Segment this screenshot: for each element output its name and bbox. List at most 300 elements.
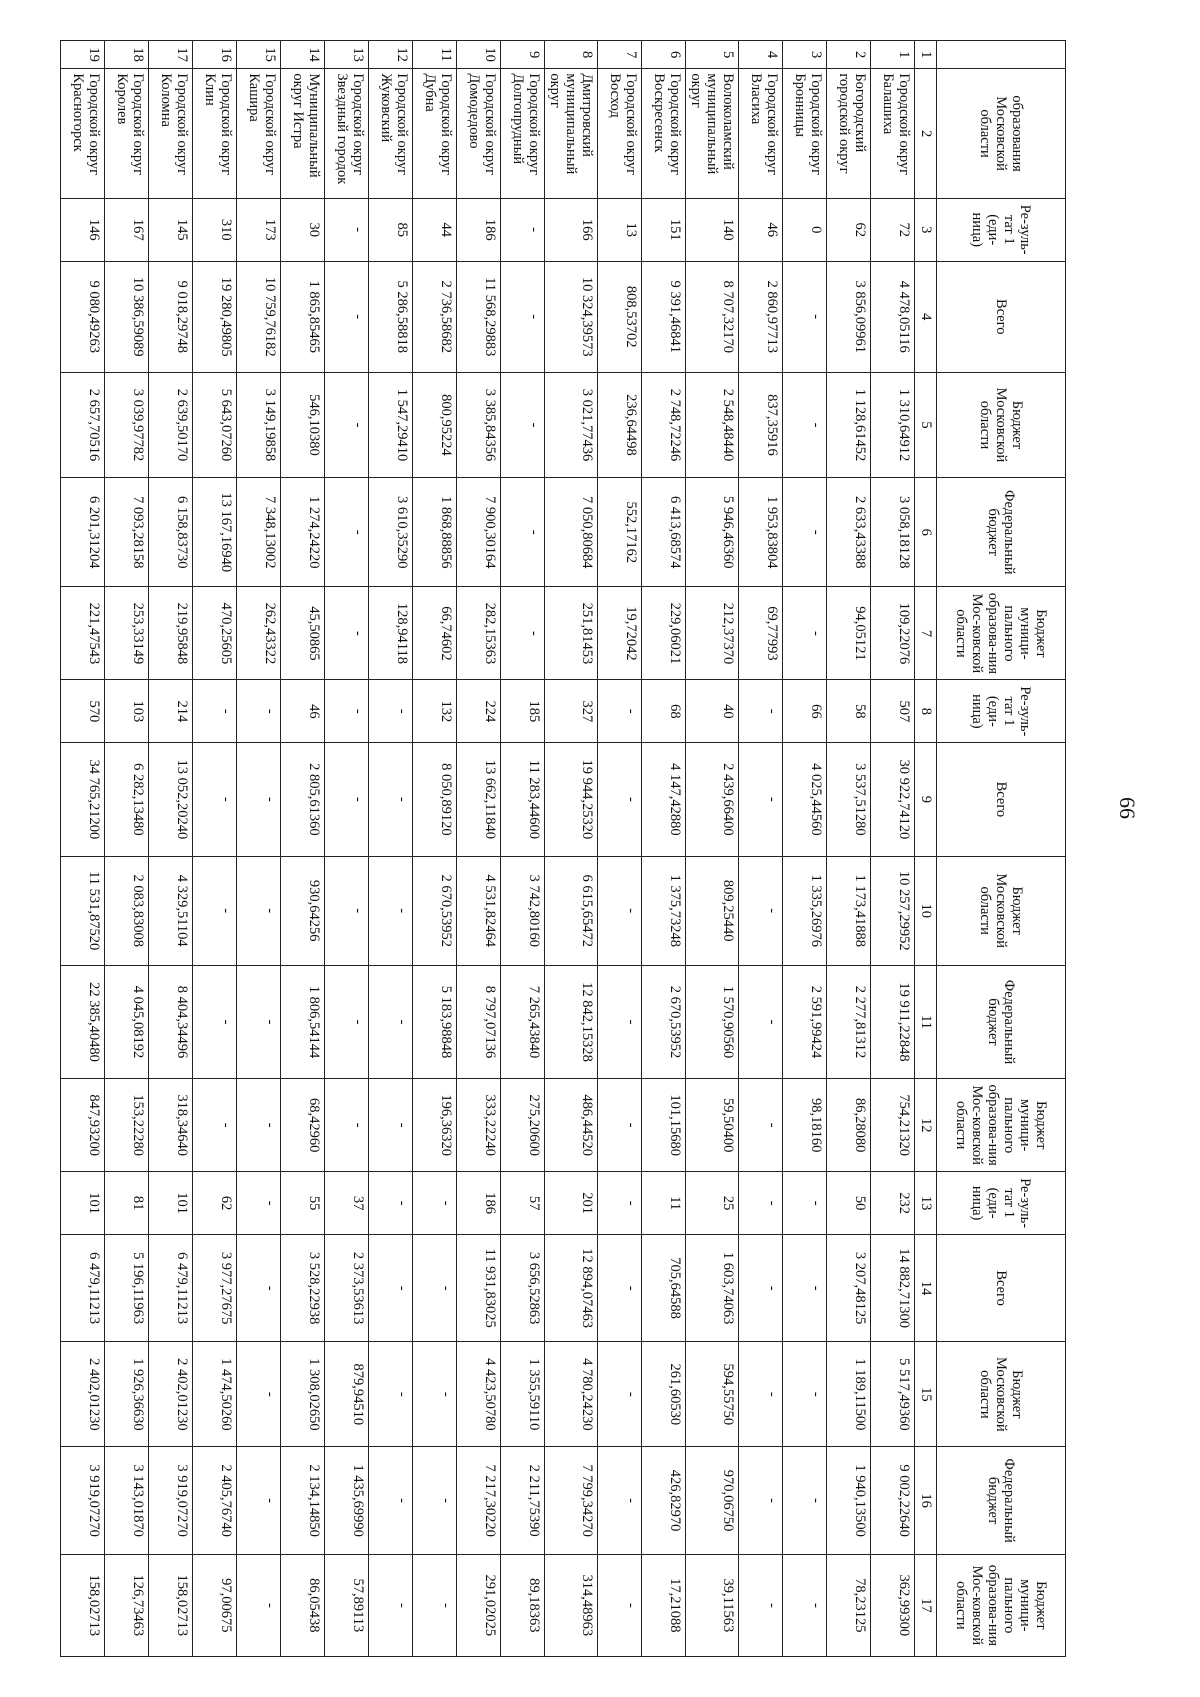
value-cell: 1 603,74063 xyxy=(686,1234,739,1341)
value-cell: 153,22280 xyxy=(105,1079,149,1172)
value-cell: 166 xyxy=(545,198,598,261)
column-number: 11 xyxy=(915,965,937,1078)
row-number-cell: 6 xyxy=(642,41,686,69)
value-cell: 3 977,27675 xyxy=(193,1234,237,1341)
column-header: Бюджет Московской области xyxy=(937,1342,1066,1447)
municipality-name-cell: Городской округ Воскресенск xyxy=(642,69,686,199)
value-cell: - xyxy=(237,743,281,856)
value-cell: - xyxy=(369,965,413,1078)
value-cell: 146 xyxy=(61,198,105,261)
row-number-cell: 16 xyxy=(193,41,237,69)
value-cell: 86,05438 xyxy=(281,1554,325,1656)
value-cell: 808,53702 xyxy=(598,261,642,372)
value-cell: 10 257,29952 xyxy=(871,856,915,965)
value-cell: 158,02713 xyxy=(61,1554,105,1656)
column-number: 2 xyxy=(915,69,937,199)
value-cell: 3 656,52863 xyxy=(501,1234,545,1341)
value-cell: 5 517,49360 xyxy=(871,1342,915,1447)
value-cell: 2 134,14850 xyxy=(281,1447,325,1554)
value-cell: 85 xyxy=(369,198,413,261)
value-cell: - xyxy=(598,743,642,856)
value-cell: - xyxy=(783,1234,827,1341)
value-cell: - xyxy=(237,1234,281,1341)
municipality-name-cell: Городской округ Восход xyxy=(598,69,642,199)
value-cell: 314,48963 xyxy=(545,1554,598,1656)
value-cell: - xyxy=(237,680,281,743)
value-cell: 221,47543 xyxy=(61,587,105,680)
value-cell: 214 xyxy=(149,680,193,743)
value-cell: 1 189,11500 xyxy=(827,1342,871,1447)
value-cell: 3 528,22938 xyxy=(281,1234,325,1341)
municipality-name-cell: Городской округ Власиха xyxy=(739,69,783,199)
value-cell: 4 478,05116 xyxy=(871,261,915,372)
municipality-name-cell: Городской округ Королев xyxy=(105,69,149,199)
value-cell: 3 919,07270 xyxy=(149,1447,193,1554)
table-row xyxy=(325,41,369,1657)
value-cell: - xyxy=(193,856,237,965)
table-row xyxy=(369,41,413,1657)
value-cell: 2 402,01230 xyxy=(61,1342,105,1447)
value-cell: - xyxy=(193,680,237,743)
table-row xyxy=(105,41,149,1657)
municipality-name-cell: Дмитровский муниципальный округ xyxy=(545,69,598,199)
value-cell: - xyxy=(237,965,281,1078)
value-cell: 167 xyxy=(105,198,149,261)
value-cell: - xyxy=(325,587,369,680)
value-cell: - xyxy=(193,965,237,1078)
value-cell: 13 662,11840 xyxy=(457,743,501,856)
value-cell: - xyxy=(598,1234,642,1341)
value-cell: - xyxy=(369,1554,413,1656)
column-number: 13 xyxy=(915,1172,937,1235)
value-cell: 68,42960 xyxy=(281,1079,325,1172)
column-header: Федеральный бюджет xyxy=(937,965,1066,1078)
value-cell: 1 953,83804 xyxy=(739,478,783,587)
value-cell: 68 xyxy=(642,680,686,743)
value-cell: 2 083,83008 xyxy=(105,856,149,965)
value-cell: 318,34640 xyxy=(149,1079,193,1172)
column-number: 17 xyxy=(915,1554,937,1656)
value-cell: 236,64498 xyxy=(598,372,642,477)
table-row xyxy=(149,41,193,1657)
value-cell: - xyxy=(783,1554,827,1656)
column-number: 7 xyxy=(915,587,937,680)
value-cell: 46 xyxy=(739,198,783,261)
value-cell: - xyxy=(501,478,545,587)
column-header: Ре-зуль-тат 1 (еди-ница) xyxy=(937,1172,1066,1235)
value-cell: 4 531,82464 xyxy=(457,856,501,965)
row-number-cell: 2 xyxy=(827,41,871,69)
value-cell: 13 xyxy=(598,198,642,261)
value-cell: 6 158,83730 xyxy=(149,478,193,587)
column-header: Федеральный бюджет xyxy=(937,1447,1066,1554)
value-cell: 594,55750 xyxy=(686,1342,739,1447)
column-number: 15 xyxy=(915,1342,937,1447)
row-number-cell: 12 xyxy=(369,41,413,69)
value-cell: 186 xyxy=(457,1172,501,1235)
value-cell: 2 748,72246 xyxy=(642,372,686,477)
value-cell: 9 002,22640 xyxy=(871,1447,915,1554)
value-cell: - xyxy=(739,680,783,743)
value-cell: 11 931,83025 xyxy=(457,1234,501,1341)
table-header-row xyxy=(937,41,1066,1657)
value-cell: 14 882,71300 xyxy=(871,1234,915,1341)
value-cell: 17,21088 xyxy=(642,1554,686,1656)
value-cell: - xyxy=(369,1172,413,1235)
value-cell: 196,36320 xyxy=(413,1079,457,1172)
row-number-cell: 15 xyxy=(237,41,281,69)
municipality-name-cell: Городской округ Жуковский xyxy=(369,69,413,199)
value-cell: 7 093,28158 xyxy=(105,478,149,587)
page-number: 66 xyxy=(1115,797,1140,819)
value-cell: - xyxy=(598,965,642,1078)
value-cell: - xyxy=(783,478,827,587)
value-cell: 2 657,70516 xyxy=(61,372,105,477)
value-cell: 3 058,18128 xyxy=(871,478,915,587)
table-row xyxy=(237,41,281,1657)
column-header: Бюджет Московской области xyxy=(937,372,1066,477)
value-cell: 58 xyxy=(827,680,871,743)
column-number: 4 xyxy=(915,261,937,372)
value-cell: 4 025,44560 xyxy=(783,743,827,856)
value-cell: 19,72042 xyxy=(598,587,642,680)
value-cell: 66,74602 xyxy=(413,587,457,680)
value-cell: 552,17162 xyxy=(598,478,642,587)
column-number: 8 xyxy=(915,680,937,743)
value-cell: 151 xyxy=(642,198,686,261)
value-cell: 1 335,26976 xyxy=(783,856,827,965)
column-number: 14 xyxy=(915,1234,937,1341)
table-row xyxy=(413,41,457,1657)
column-number-row xyxy=(915,41,937,1657)
value-cell: - xyxy=(598,1447,642,1554)
value-cell: - xyxy=(369,856,413,965)
value-cell: - xyxy=(501,261,545,372)
value-cell: 6 479,11213 xyxy=(149,1234,193,1341)
value-cell: 1 128,61452 xyxy=(827,372,871,477)
budget-table-sheet xyxy=(70,40,1066,1657)
column-header: Всего xyxy=(937,1234,1066,1341)
municipality-name-cell: Городской округ Балашиха xyxy=(871,69,915,199)
value-cell: 101 xyxy=(61,1172,105,1235)
row-number-cell: 17 xyxy=(149,41,193,69)
value-cell: 7 348,13002 xyxy=(237,478,281,587)
value-cell: 11 283,44600 xyxy=(501,743,545,856)
value-cell: 809,25440 xyxy=(686,856,739,965)
municipality-name-cell: Богородский городской округ xyxy=(827,69,871,199)
table-row xyxy=(783,41,827,1657)
value-cell: - xyxy=(369,743,413,856)
value-cell: - xyxy=(739,1079,783,1172)
value-cell: 5 286,58818 xyxy=(369,261,413,372)
value-cell: 3 021,77436 xyxy=(545,372,598,477)
value-cell: 3 207,48125 xyxy=(827,1234,871,1341)
value-cell: - xyxy=(325,198,369,261)
row-number-cell: 11 xyxy=(413,41,457,69)
value-cell: 46 xyxy=(281,680,325,743)
value-cell: 66 xyxy=(783,680,827,743)
value-cell: 2 439,66400 xyxy=(686,743,739,856)
value-cell: 3 039,97782 xyxy=(105,372,149,477)
value-cell: 282,15363 xyxy=(457,587,501,680)
value-cell: 1 310,64912 xyxy=(871,372,915,477)
value-cell: 2 633,43388 xyxy=(827,478,871,587)
value-cell: - xyxy=(739,1342,783,1447)
value-cell: 69,77993 xyxy=(739,587,783,680)
value-cell: 2 277,81312 xyxy=(827,965,871,1078)
value-cell: 212,37370 xyxy=(686,587,739,680)
value-cell: 201 xyxy=(545,1172,598,1235)
value-cell: - xyxy=(237,856,281,965)
value-cell: 55 xyxy=(281,1172,325,1235)
municipality-name-cell: Волоколамский муниципальный округ xyxy=(686,69,739,199)
row-number-cell: 14 xyxy=(281,41,325,69)
value-cell: 847,93200 xyxy=(61,1079,105,1172)
value-cell: 30 xyxy=(281,198,325,261)
value-cell: 11 568,29883 xyxy=(457,261,501,372)
value-cell: 3 149,19858 xyxy=(237,372,281,477)
value-cell: 30 922,74120 xyxy=(871,743,915,856)
value-cell: 362,99300 xyxy=(871,1554,915,1656)
value-cell: - xyxy=(501,198,545,261)
row-number-cell: 19 xyxy=(61,41,105,69)
value-cell: 1 570,90560 xyxy=(686,965,739,1078)
value-cell: 3 385,84356 xyxy=(457,372,501,477)
value-cell: 970,06750 xyxy=(686,1447,739,1554)
value-cell: 89,18363 xyxy=(501,1554,545,1656)
value-cell: 470,25605 xyxy=(193,587,237,680)
value-cell: - xyxy=(325,680,369,743)
value-cell: 25 xyxy=(686,1172,739,1235)
value-cell: 6 615,65472 xyxy=(545,856,598,965)
value-cell: 98,18160 xyxy=(783,1079,827,1172)
value-cell: 94,05121 xyxy=(827,587,871,680)
value-cell: - xyxy=(739,856,783,965)
value-cell: - xyxy=(369,1447,413,1554)
column-header: образования Московской области xyxy=(937,69,1066,199)
value-cell: 9 391,46841 xyxy=(642,261,686,372)
value-cell: 570 xyxy=(61,680,105,743)
value-cell: 837,35916 xyxy=(739,372,783,477)
value-cell: 109,22076 xyxy=(871,587,915,680)
value-cell: 2 736,58682 xyxy=(413,261,457,372)
column-header xyxy=(937,41,1066,69)
value-cell: 224 xyxy=(457,680,501,743)
value-cell: 7 799,34270 xyxy=(545,1447,598,1554)
value-cell: - xyxy=(739,965,783,1078)
row-number-cell: 1 xyxy=(871,41,915,69)
value-cell: - xyxy=(237,1079,281,1172)
column-header: Бюджет муници-пального образова-ния Мос-ковской области xyxy=(937,587,1066,680)
value-cell: 3 856,09961 xyxy=(827,261,871,372)
value-cell: 173 xyxy=(237,198,281,261)
column-number: 16 xyxy=(915,1447,937,1554)
value-cell: - xyxy=(237,1342,281,1447)
value-cell: 262,43322 xyxy=(237,587,281,680)
row-number-cell: 8 xyxy=(545,41,598,69)
value-cell: 1 355,59110 xyxy=(501,1342,545,1447)
value-cell: 2 860,97713 xyxy=(739,261,783,372)
value-cell: 3 537,51280 xyxy=(827,743,871,856)
value-cell: 2 670,53952 xyxy=(413,856,457,965)
value-cell: 37 xyxy=(325,1172,369,1235)
value-cell: 7 217,30220 xyxy=(457,1447,501,1554)
value-cell: 2 548,48440 xyxy=(686,372,739,477)
value-cell: - xyxy=(193,743,237,856)
value-cell: 145 xyxy=(149,198,193,261)
column-header: Всего xyxy=(937,743,1066,856)
value-cell: - xyxy=(598,1172,642,1235)
value-cell: 930,64256 xyxy=(281,856,325,965)
value-cell: 8 050,89120 xyxy=(413,743,457,856)
value-cell: 59,50400 xyxy=(686,1079,739,1172)
table-row xyxy=(739,41,783,1657)
value-cell: 253,33149 xyxy=(105,587,149,680)
value-cell: - xyxy=(325,965,369,1078)
value-cell: - xyxy=(783,1172,827,1235)
row-number-cell: 3 xyxy=(783,41,827,69)
value-cell: 81 xyxy=(105,1172,149,1235)
value-cell: 1 435,69990 xyxy=(325,1447,369,1554)
table-row xyxy=(61,41,105,1657)
value-cell: 1 868,88856 xyxy=(413,478,457,587)
value-cell: 101 xyxy=(149,1172,193,1235)
value-cell: 1 547,29410 xyxy=(369,372,413,477)
value-cell: 12 842,15328 xyxy=(545,965,598,1078)
value-cell: 62 xyxy=(827,198,871,261)
value-cell: 86,28080 xyxy=(827,1079,871,1172)
value-cell: 4 329,51104 xyxy=(149,856,193,965)
value-cell: 1 940,13500 xyxy=(827,1447,871,1554)
value-cell: 186 xyxy=(457,198,501,261)
municipality-name-cell: Городской округ Звездный городок xyxy=(325,69,369,199)
value-cell: - xyxy=(369,1234,413,1341)
value-cell: - xyxy=(783,1342,827,1447)
column-header: Бюджет муници-пального образова-ния Мос-ковской области xyxy=(937,1554,1066,1656)
value-cell: 158,02713 xyxy=(149,1554,193,1656)
municipality-name-cell: Городской округ Красногорск xyxy=(61,69,105,199)
municipality-name-cell: Муниципальный округ Истра xyxy=(281,69,325,199)
value-cell: 2 373,53613 xyxy=(325,1234,369,1341)
value-cell: - xyxy=(501,587,545,680)
value-cell: 5 946,46360 xyxy=(686,478,739,587)
value-cell: 2 805,61360 xyxy=(281,743,325,856)
value-cell: 8 404,34496 xyxy=(149,965,193,1078)
value-cell: - xyxy=(237,1447,281,1554)
table-row xyxy=(457,41,501,1657)
value-cell: 1 865,85465 xyxy=(281,261,325,372)
value-cell: 19 911,22848 xyxy=(871,965,915,1078)
value-cell: 103 xyxy=(105,680,149,743)
table-row xyxy=(598,41,642,1657)
value-cell: 486,44520 xyxy=(545,1079,598,1172)
value-cell: 879,94510 xyxy=(325,1342,369,1447)
value-cell: 426,82970 xyxy=(642,1447,686,1554)
column-number: 12 xyxy=(915,1079,937,1172)
value-cell: 101,15680 xyxy=(642,1079,686,1172)
value-cell: 7 900,30164 xyxy=(457,478,501,587)
value-cell: - xyxy=(325,856,369,965)
value-cell: 3 742,80160 xyxy=(501,856,545,965)
table-row xyxy=(193,41,237,1657)
row-number-cell: 5 xyxy=(686,41,739,69)
value-cell: 45,50865 xyxy=(281,587,325,680)
value-cell: 19 280,49805 xyxy=(193,261,237,372)
value-cell: 39,11563 xyxy=(686,1554,739,1656)
column-header: Ре-зуль-тат 1 (еди-ница) xyxy=(937,680,1066,743)
value-cell: 9 018,29748 xyxy=(149,261,193,372)
value-cell: 546,10380 xyxy=(281,372,325,477)
value-cell: 13 052,20240 xyxy=(149,743,193,856)
value-cell: 5 643,07260 xyxy=(193,372,237,477)
value-cell: - xyxy=(739,1172,783,1235)
value-cell: 72 xyxy=(871,198,915,261)
value-cell: 4 780,24230 xyxy=(545,1342,598,1447)
value-cell: - xyxy=(783,1447,827,1554)
value-cell: 11 531,87520 xyxy=(61,856,105,965)
value-cell: - xyxy=(739,743,783,856)
value-cell: 11 xyxy=(642,1172,686,1235)
municipality-name-cell: Городской округ Долгопрудный xyxy=(501,69,545,199)
value-cell: 507 xyxy=(871,680,915,743)
value-cell: 6 282,13480 xyxy=(105,743,149,856)
value-cell: - xyxy=(369,1342,413,1447)
column-number: 1 xyxy=(915,41,937,69)
value-cell: 705,64588 xyxy=(642,1234,686,1341)
table-row xyxy=(501,41,545,1657)
value-cell: 128,94118 xyxy=(369,587,413,680)
value-cell: - xyxy=(598,1554,642,1656)
value-cell: - xyxy=(739,1447,783,1554)
value-cell: 5 183,98848 xyxy=(413,965,457,1078)
value-cell: - xyxy=(739,1554,783,1656)
value-cell: - xyxy=(237,1554,281,1656)
value-cell: 291,02025 xyxy=(457,1554,501,1656)
value-cell: - xyxy=(325,478,369,587)
value-cell: 10 324,39573 xyxy=(545,261,598,372)
value-cell: - xyxy=(598,680,642,743)
value-cell: 57,89113 xyxy=(325,1554,369,1656)
value-cell: 78,23125 xyxy=(827,1554,871,1656)
value-cell: 6 479,11213 xyxy=(61,1234,105,1341)
value-cell: - xyxy=(325,743,369,856)
value-cell: - xyxy=(598,856,642,965)
table-row xyxy=(871,41,915,1657)
value-cell: 310 xyxy=(193,198,237,261)
municipality-name-cell: Городской округ Кашира xyxy=(237,69,281,199)
column-number: 10 xyxy=(915,856,937,965)
value-cell: 2 591,99424 xyxy=(783,965,827,1078)
row-number-cell: 10 xyxy=(457,41,501,69)
value-cell: 50 xyxy=(827,1172,871,1235)
column-number: 5 xyxy=(915,372,937,477)
value-cell: - xyxy=(783,372,827,477)
value-cell: 2 405,76740 xyxy=(193,1447,237,1554)
value-cell: 333,22240 xyxy=(457,1079,501,1172)
value-cell: 10 386,59089 xyxy=(105,261,149,372)
column-header: Бюджет муници-пального образова-ния Мос-ковской области xyxy=(937,1079,1066,1172)
value-cell: 2 639,50170 xyxy=(149,372,193,477)
value-cell: 0 xyxy=(783,198,827,261)
value-cell: 97,00675 xyxy=(193,1554,237,1656)
value-cell: - xyxy=(325,372,369,477)
value-cell: 754,21320 xyxy=(871,1079,915,1172)
value-cell: 44 xyxy=(413,198,457,261)
value-cell: - xyxy=(325,1079,369,1172)
value-cell: 126,73463 xyxy=(105,1554,149,1656)
value-cell: 8 707,32170 xyxy=(686,261,739,372)
value-cell: 229,06021 xyxy=(642,587,686,680)
